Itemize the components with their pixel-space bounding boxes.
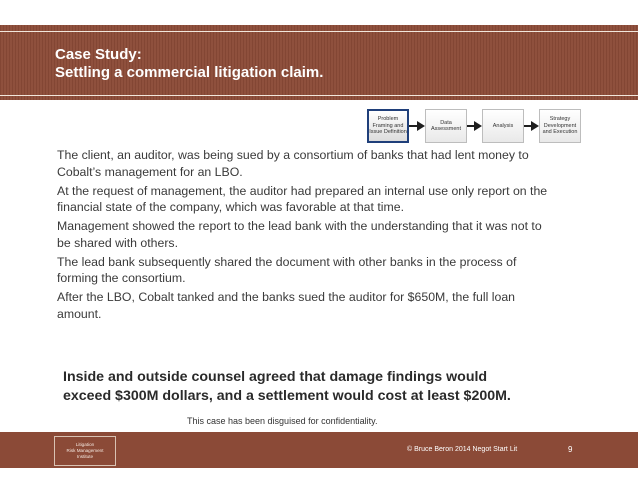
process-step-label: Problem Framing and Issue Definition [369,116,407,136]
footer-copyright: © Bruce Beron 2014 Negot Start Lit [407,446,518,453]
slide-title-line-2: Settling a commercial litigation claim. [55,64,324,81]
process-step-analysis [482,109,524,143]
logo-line: Institute [76,454,94,459]
paragraph: At the request of management, the auditor had prepared an internal use only report on the financial state of the company, which was favorable at that time. [57,183,548,214]
banner-bottom-rule [0,95,638,96]
key-finding-line-1: Inside and outside counsel agreed that damage findings would [63,369,488,385]
logo-line: Risk Management [66,448,104,453]
banner-top-rule [0,31,638,32]
paragraph: The lead bank subsequently shared the document with other banks in the process of forming the consortium. [57,254,517,285]
case-description [57,147,557,325]
slide-title [55,46,595,82]
paragraph: After the LBO, Cobalt tanked and the banks sued the auditor for $650M, the full loan amount. [57,290,516,321]
paragraph: The client, an auditor, was being sued by a consortium of banks that had lent money to Cobalt’s management for an LBO. [57,148,529,179]
arrow-right-icon [531,121,539,131]
logo-line: Litigation [75,442,95,447]
process-step-strategy [539,109,581,143]
paragraph: Management showed the report to the lead bank with the understanding that it was not to be shared with others. [57,219,542,250]
arrow-right-icon [417,121,425,131]
key-finding-line-2: exceed $300M dollars, and a settlement would cost at least $200M. [63,387,511,404]
key-finding [63,368,583,405]
slide-title-line-1: Case Study: [55,46,142,63]
process-step-label: Data Assessment [431,119,461,132]
arrow-right-icon [474,121,482,131]
process-step-problem-framing [367,109,409,143]
institute-logo [54,436,116,466]
process-step-label: Analysis [492,122,514,129]
process-step-data-assessment [425,109,467,143]
confidentiality-note: This case has been disguised for confidentiality. [187,416,378,426]
page-number: 9 [568,445,573,454]
process-step-label: Strategy Development and Execution [542,116,578,136]
